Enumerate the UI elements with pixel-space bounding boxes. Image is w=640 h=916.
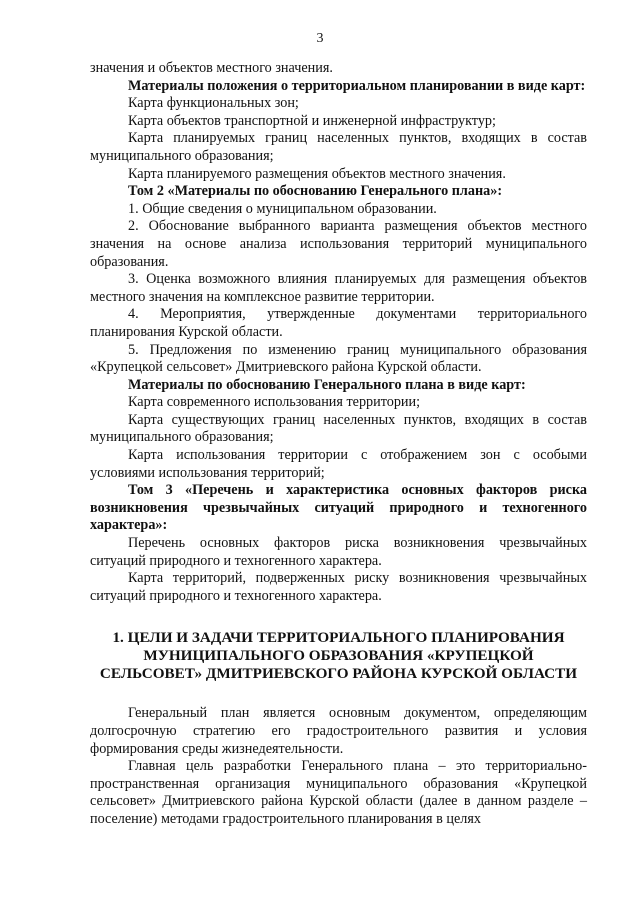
list-item: Карта функциональных зон; <box>128 95 299 112</box>
section-subtitle: Материалы положения о территориальном планировании в виде карт: <box>128 77 586 94</box>
text-line: значения и объектов местного значения. <box>90 60 333 76</box>
list-item: Карта существующих границ населенных пунктов, входящих в состав муниципального образования; <box>90 411 587 446</box>
list-item: Карта объектов транспортной и инженерной инфраструктур; <box>128 112 496 129</box>
list-item: 4. Мероприятия, утвержденные документами территориального планирования Курской области. <box>90 306 587 340</box>
list-item: Карта использования территории с отображением зон с особыми условиями использования территорий; <box>90 447 587 481</box>
volume-title: Том 2 «Материалы по обоснованию Генерального плана»: <box>128 183 503 200</box>
section-subtitle: Материалы по обоснованию Генерального плана в виде карт: <box>128 376 526 393</box>
body-paragraph: Главная цель разработки Генерального плана – это территориально-пространственная организация муниципального образования «Крупецкой сельсовет» Дмитриевского района Курской области (далее в данном разделе – поселение) методами градостроительного планирования в целях <box>90 758 587 827</box>
chapter-heading-line: МУНИЦИПАЛЬНОГО ОБРАЗОВАНИЯ «КРУПЕЦКОЙ <box>143 647 534 665</box>
list-item: 2. Обоснование выбранного варианта размещения объектов местного значения на основе анализа использования территорий муниципального образования. <box>90 218 587 270</box>
body-paragraph: Генеральный план является основным документом, определяющим долгосрочную стратегию его градостроительного развития и условия формирования среды жизнедеятельности. <box>90 705 587 757</box>
list-item: Перечень основных факторов риска возникновения чрезвычайных ситуаций природного и техногенного характера. <box>90 535 587 569</box>
list-item: Карта планируемых границ населенных пунктов, входящих в состав муниципального образования; <box>90 130 587 164</box>
list-item: Карта современного использования территории; <box>128 394 421 411</box>
chapter-heading-line: СЕЛЬСОВЕТ» ДМИТРИЕВСКОГО РАЙОНА КУРСКОЙ ОБЛАСТИ <box>99 665 578 683</box>
chapter-heading <box>90 629 587 683</box>
chapter-heading-line: 1. ЦЕЛИ И ЗАДАЧИ ТЕРРИТОРИАЛЬНОГО ПЛАНИРОВАНИЯ <box>112 629 565 647</box>
list-item: Карта территорий, подверженных риску возникновения чрезвычайных ситуаций природного и техногенного характера. <box>90 570 587 604</box>
document-body <box>90 60 587 829</box>
volume-title: Том 3 «Перечень и характеристика основных факторов риска возникновения чрезвычайных ситуаций природного и техногенного характера»: <box>90 482 587 534</box>
page-number: 3 <box>316 31 324 46</box>
list-item: Карта планируемого размещения объектов местного значения. <box>128 165 506 182</box>
list-item: 3. Оценка возможного влияния планируемых для размещения объектов местного значения на комплексное развитие территории. <box>90 271 587 305</box>
list-item: 5. Предложения по изменению границ муниципального образования «Крупецкой сельсовет» Дмитриевского района Курской области. <box>90 341 587 376</box>
list-item: 1. Общие сведения о муниципальном образовании. <box>128 200 437 217</box>
